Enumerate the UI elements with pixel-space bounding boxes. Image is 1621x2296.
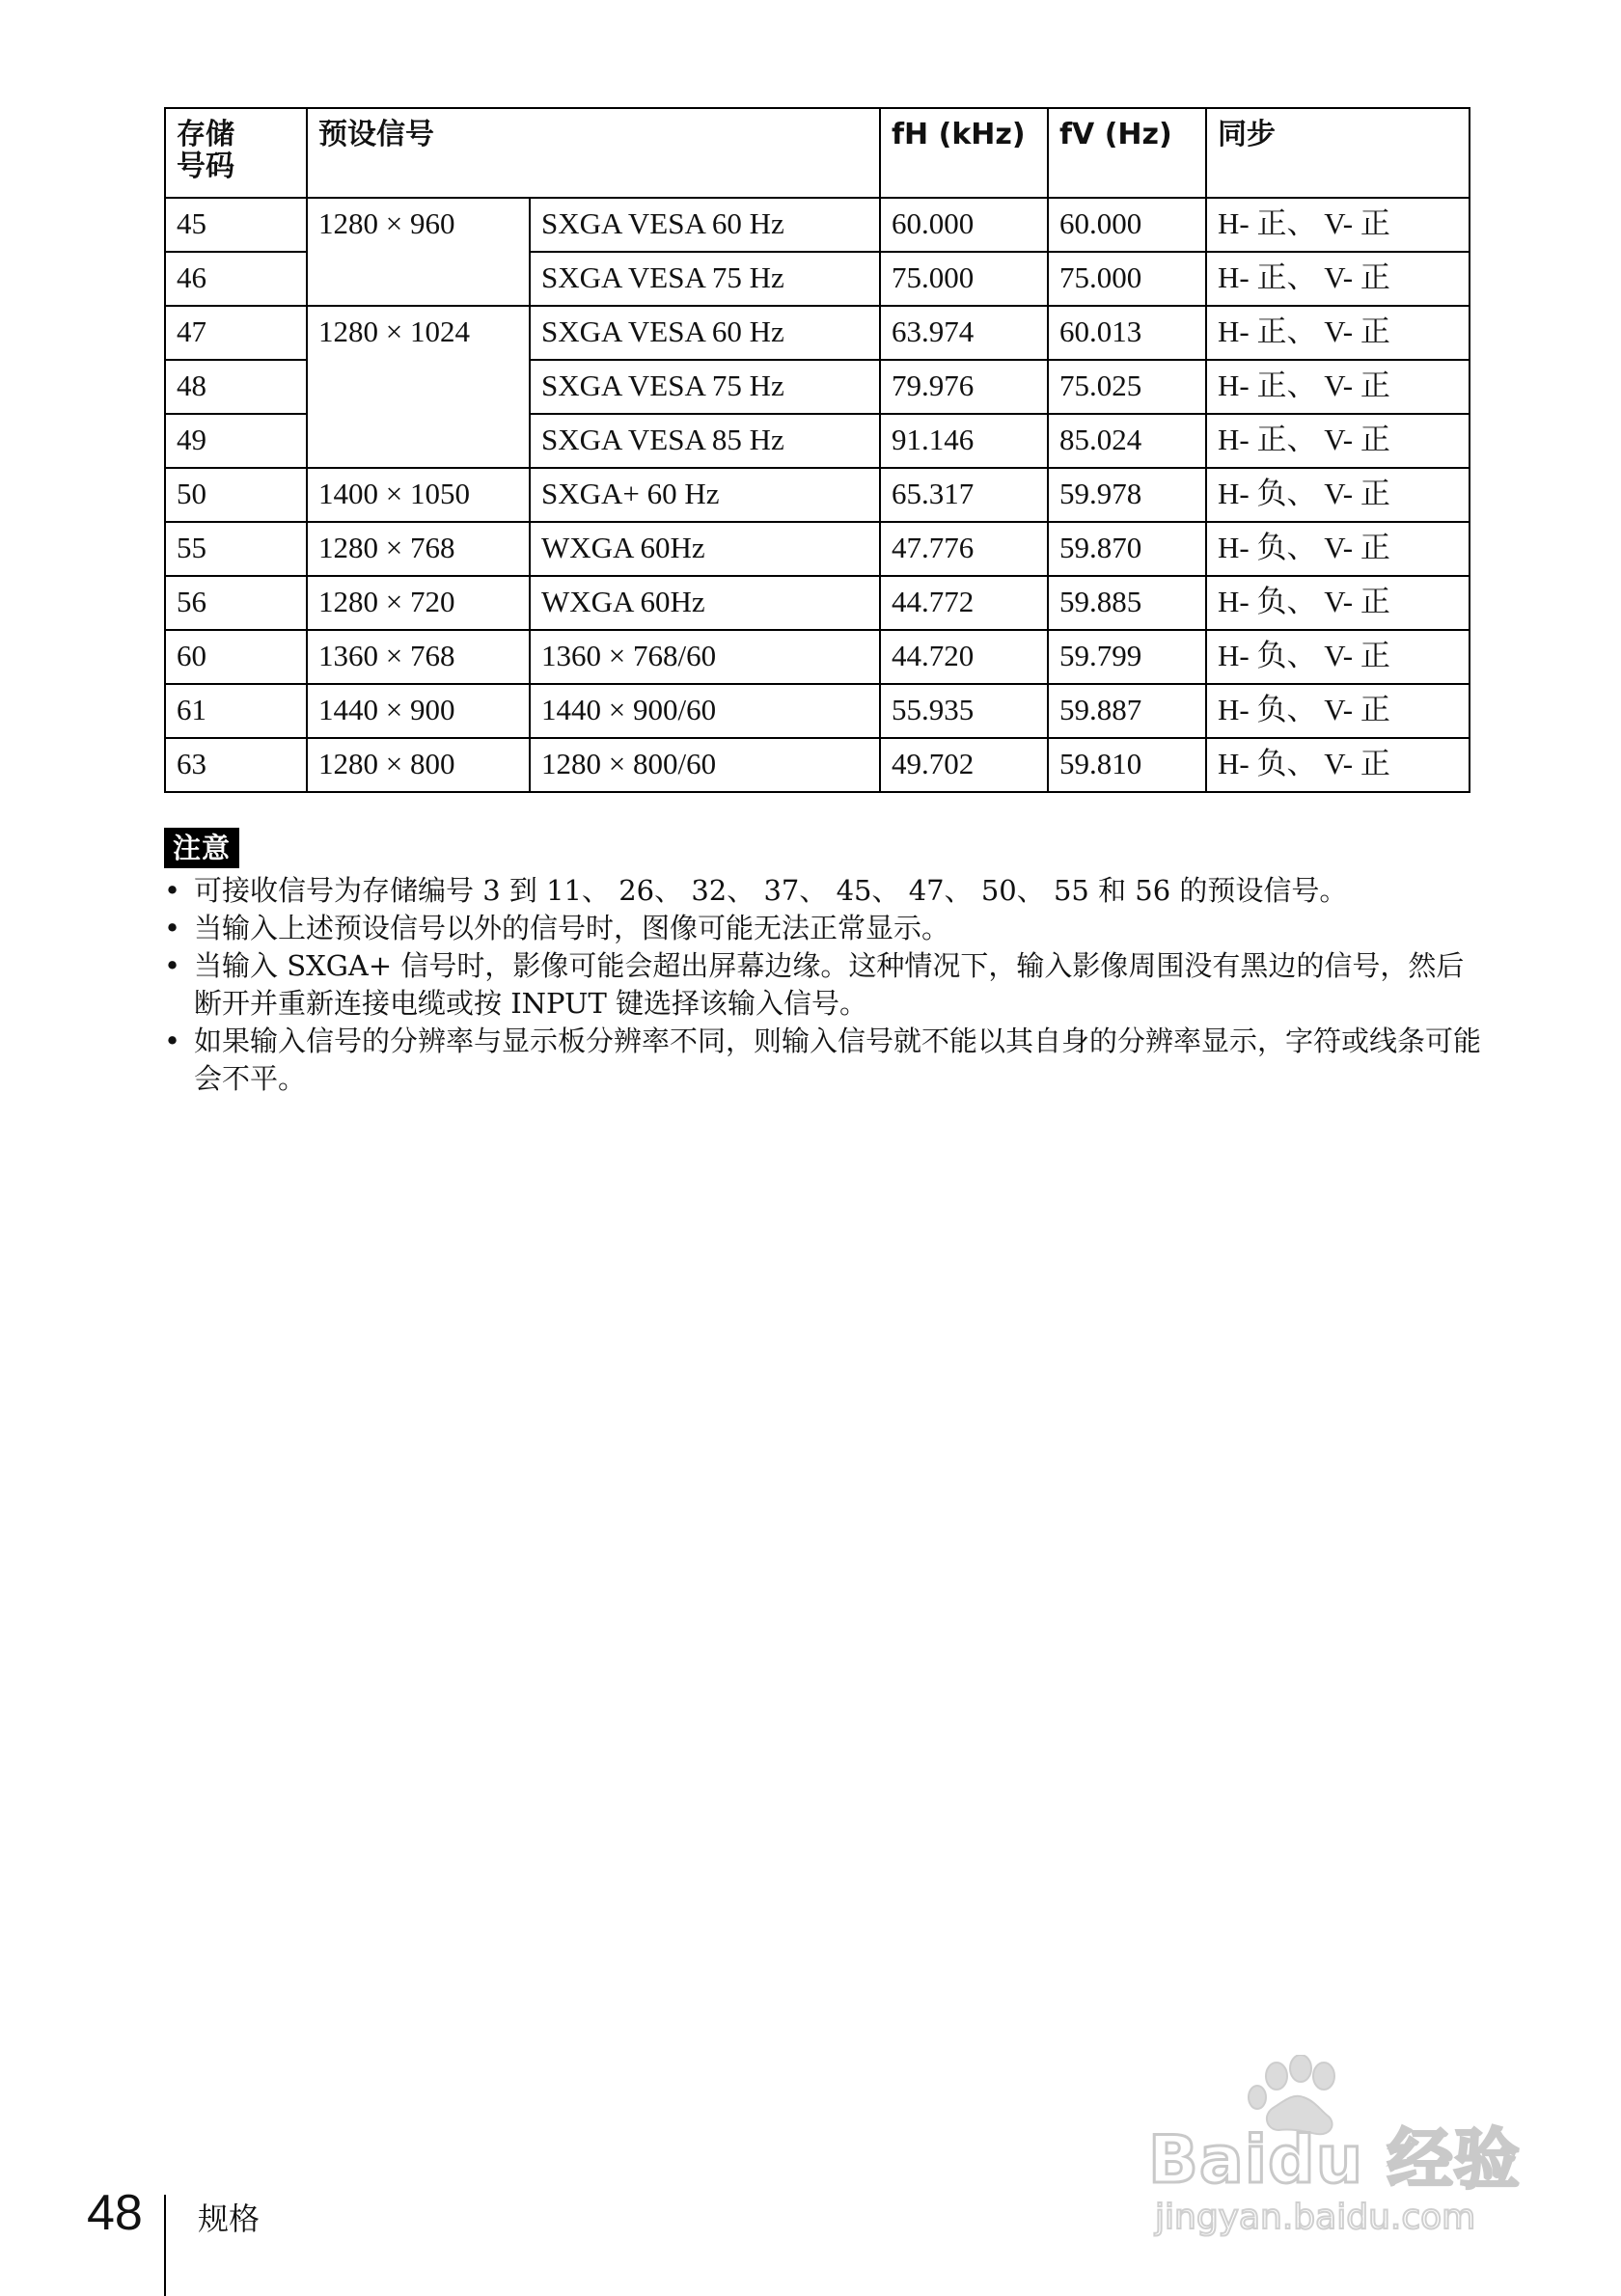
- sync-cell: H- 正、 V- 正: [1206, 306, 1470, 360]
- fv-cell: 59.978: [1048, 468, 1206, 522]
- notes-list: [164, 872, 1486, 1098]
- page-number: 48: [87, 2185, 143, 2241]
- fv-cell: 60.000: [1048, 198, 1206, 252]
- signal-cell: SXGA VESA 60 Hz: [530, 306, 880, 360]
- fv-cell: 59.799: [1048, 630, 1206, 684]
- table-row: [165, 738, 1470, 792]
- resolution-cell: 1400 × 1050: [307, 468, 530, 522]
- resolution-cell: 1360 × 768: [307, 630, 530, 684]
- sync-cell: H- 负、 V- 正: [1206, 630, 1470, 684]
- resolution-cell: 1280 × 768: [307, 522, 530, 576]
- section-label: 规格: [198, 2200, 261, 2237]
- memory-number-cell: 45: [165, 198, 307, 252]
- sync-cell: H- 正、 V- 正: [1206, 414, 1470, 468]
- fv-cell: 59.870: [1048, 522, 1206, 576]
- fh-cell: 44.772: [880, 576, 1048, 630]
- memory-number-cell: 60: [165, 630, 307, 684]
- signal-cell: WXGA 60Hz: [530, 522, 880, 576]
- memory-number-cell: 55: [165, 522, 307, 576]
- fv-cell: 60.013: [1048, 306, 1206, 360]
- table-row: [165, 306, 1470, 360]
- signal-cell: SXGA VESA 60 Hz: [530, 198, 880, 252]
- footer-divider: [164, 2195, 166, 2296]
- fh-cell: 49.702: [880, 738, 1048, 792]
- memory-number-cell: 46: [165, 252, 307, 306]
- note-item: • 当输入上述预设信号以外的信号时，图像可能无法正常显示。: [164, 910, 1486, 947]
- table-row: [165, 468, 1470, 522]
- fh-cell: 63.974: [880, 306, 1048, 360]
- sync-cell: H- 正、 V- 正: [1206, 198, 1470, 252]
- fh-cell: 65.317: [880, 468, 1048, 522]
- header-fh: fH (kHz): [880, 108, 1048, 198]
- memory-number-cell: 56: [165, 576, 307, 630]
- fv-cell: 59.885: [1048, 576, 1206, 630]
- fv-cell: 59.887: [1048, 684, 1206, 738]
- note-item: • 当输入 SXGA+ 信号时，影像可能会超出屏幕边缘。这种情况下，输入影像周围没有黑边的信号，然后断开并重新连接电缆或按 INPUT 键选择该输入信号。: [164, 947, 1486, 1023]
- fh-cell: 55.935: [880, 684, 1048, 738]
- fh-cell: 44.720: [880, 630, 1048, 684]
- memory-number-cell: 47: [165, 306, 307, 360]
- fv-cell: 75.000: [1048, 252, 1206, 306]
- notes-title-badge: 注意: [164, 828, 239, 868]
- resolution-cell: 1280 × 960: [307, 198, 530, 306]
- header-sync: 同步: [1206, 108, 1470, 198]
- sync-cell: H- 负、 V- 正: [1206, 738, 1470, 792]
- memory-number-cell: 61: [165, 684, 307, 738]
- sync-cell: H- 正、 V- 正: [1206, 252, 1470, 306]
- header-memory-number: 存储 号码: [165, 108, 307, 198]
- watermark-brand: Baidu 经验: [1148, 2122, 1521, 2199]
- note-item: • 如果输入信号的分辨率与显示板分辨率不同，则输入信号就不能以其自身的分辨率显示，字符或线条可能会不平。: [164, 1023, 1486, 1098]
- table-row: [165, 576, 1470, 630]
- memory-number-cell: 50: [165, 468, 307, 522]
- fv-cell: 59.810: [1048, 738, 1206, 792]
- preset-signal-table: [164, 107, 1470, 793]
- table-row: [165, 684, 1470, 738]
- fh-cell: 79.976: [880, 360, 1048, 414]
- table-row: [165, 522, 1470, 576]
- signal-cell: SXGA VESA 75 Hz: [530, 252, 880, 306]
- note-item: • 可接收信号为存储编号 3 到 11、 26、 32、 37、 45、 47、 50、 55 和 56 的预设信号。: [164, 872, 1486, 910]
- signal-cell: 1440 × 900/60: [530, 684, 880, 738]
- signal-cell: SXGA+ 60 Hz: [530, 468, 880, 522]
- resolution-cell: 1280 × 800: [307, 738, 530, 792]
- fh-cell: 75.000: [880, 252, 1048, 306]
- fh-cell: 60.000: [880, 198, 1048, 252]
- sync-cell: H- 负、 V- 正: [1206, 522, 1470, 576]
- signal-cell: SXGA VESA 85 Hz: [530, 414, 880, 468]
- memory-number-cell: 48: [165, 360, 307, 414]
- table-row: [165, 630, 1470, 684]
- resolution-cell: 1440 × 900: [307, 684, 530, 738]
- notes-section: [164, 828, 1486, 1098]
- sync-cell: H- 负、 V- 正: [1206, 684, 1470, 738]
- signal-cell: 1280 × 800/60: [530, 738, 880, 792]
- memory-number-cell: 49: [165, 414, 307, 468]
- memory-number-cell: 63: [165, 738, 307, 792]
- table-header-row: [165, 108, 1470, 198]
- signal-cell: WXGA 60Hz: [530, 576, 880, 630]
- signal-cell: 1360 × 768/60: [530, 630, 880, 684]
- resolution-cell: 1280 × 720: [307, 576, 530, 630]
- signal-cell: SXGA VESA 75 Hz: [530, 360, 880, 414]
- table-row: [165, 198, 1470, 252]
- fv-cell: 75.025: [1048, 360, 1206, 414]
- resolution-cell: 1280 × 1024: [307, 306, 530, 468]
- watermark-url: jingyan.baidu.com: [1155, 2198, 1476, 2237]
- baidu-jingyan-watermark: [1143, 2055, 1568, 2238]
- fv-cell: 85.024: [1048, 414, 1206, 468]
- fh-cell: 47.776: [880, 522, 1048, 576]
- sync-cell: H- 负、 V- 正: [1206, 468, 1470, 522]
- sync-cell: H- 正、 V- 正: [1206, 360, 1470, 414]
- fh-cell: 91.146: [880, 414, 1048, 468]
- header-fv: fV (Hz): [1048, 108, 1206, 198]
- sync-cell: H- 负、 V- 正: [1206, 576, 1470, 630]
- header-preset-signal: 预设信号: [307, 108, 880, 198]
